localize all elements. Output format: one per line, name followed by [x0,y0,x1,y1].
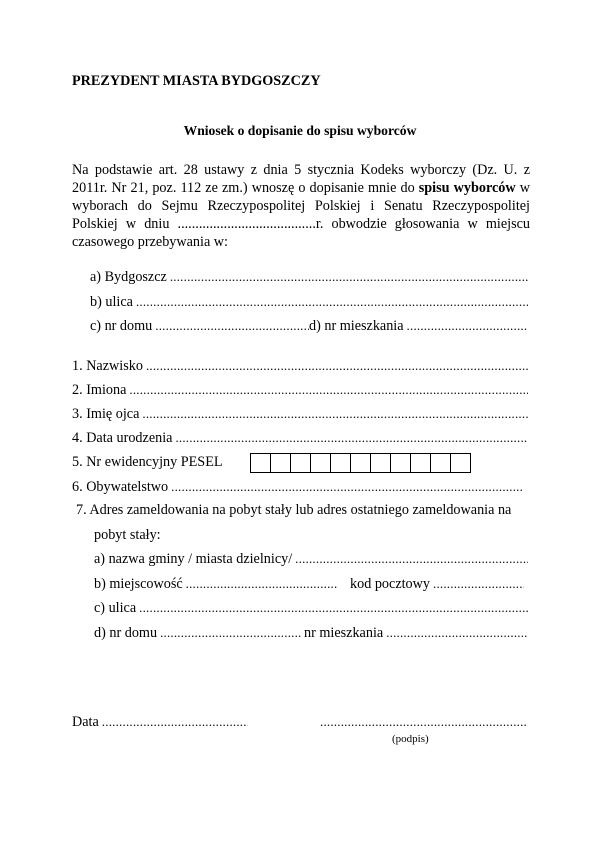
first-names-field[interactable] [72,381,528,399]
signature-field[interactable] [320,713,528,731]
perm-postcode-field[interactable] [350,575,524,593]
perm-house-dots [160,624,302,642]
temp-street-label: b) ulica [90,294,133,310]
first-names-dots [129,381,528,399]
perm-street-label: c) ulica [94,600,137,616]
authority-header: PREZYDENT MIASTA BYDGOSZCZY [72,73,321,89]
temp-flat-dots [407,317,528,335]
pesel-input[interactable] [250,453,471,473]
father-name-dots [142,405,528,423]
permanent-address-heading [76,501,536,519]
permanent-address-heading-cont [94,526,294,544]
form-title: Wniosek o dopisanie do spisu wyborców [183,123,417,138]
birth-date-dots [175,429,528,447]
date-dots [102,713,248,731]
temp-city-field[interactable] [90,268,528,286]
permanent-address-label: 7. Adres zameldowania na pobyt stały lub adres ostatniego zameldowania na [76,502,512,518]
signature-caption: (podpis) [392,733,429,745]
perm-municipality-label: a) nazwa gminy / miasta dzielnicy/ [94,551,293,567]
pesel-digit-box[interactable] [391,454,411,472]
birth-date-label: 4. Data urodzenia [72,430,173,446]
signature-dots [320,713,528,731]
pesel-digit-box[interactable] [251,454,271,472]
father-name-field[interactable] [72,405,528,423]
perm-street-field[interactable] [94,599,528,617]
pesel-digit-box[interactable] [371,454,391,472]
citizenship-field[interactable] [72,478,524,496]
temp-house-label: c) nr domu [90,318,153,334]
pesel-digit-box[interactable] [451,454,471,472]
temp-house-field[interactable] [90,317,309,335]
birth-date-field[interactable] [72,429,528,447]
perm-house-label: d) nr domu [94,625,158,641]
temp-city-dots [170,268,528,286]
perm-locality-field[interactable] [94,575,338,593]
intro-paragraph [72,161,530,251]
temp-house-dots [155,317,309,335]
temp-city-label: a) Bydgoszcz [90,269,167,285]
date-field[interactable] [72,713,248,731]
pesel-digit-box[interactable] [271,454,291,472]
pesel-digit-box[interactable] [351,454,371,472]
perm-street-dots [139,599,528,617]
citizenship-dots [171,478,524,496]
father-name-label: 3. Imię ojca [72,406,140,422]
pesel-digit-box[interactable] [291,454,311,472]
surname-field[interactable] [72,357,528,375]
temp-street-dots [136,293,528,311]
perm-house-field[interactable] [94,624,302,642]
perm-postcode-label: kod pocztowy [350,576,430,592]
first-names-label: 2. Imiona [72,382,127,398]
perm-flat-field[interactable] [304,624,528,642]
intro-bold: spisu wyborców [418,180,516,196]
pesel-row [72,453,252,471]
intro-text-2: w wyborach do Sejmu Rzeczypospolitej Polskiej i Senatu Rzeczypospolitej Polskiej w dniu .......................................r. obwodzie głosowania w miejscu czasowego przebywania w: [72,180,530,250]
pesel-label: 5. Nr ewidencyjny PESEL [72,454,223,470]
citizenship-label: 6. Obywatelstwo [72,479,169,495]
perm-municipality-field[interactable] [94,550,528,568]
temp-flat-field[interactable] [309,317,528,335]
pesel-digit-box[interactable] [431,454,451,472]
temp-street-field[interactable] [90,293,528,311]
perm-municipality-dots [295,550,528,568]
surname-label: 1. Nazwisko [72,358,143,374]
surname-dots [146,357,528,375]
temp-flat-label: d) nr mieszkania [309,318,404,334]
permanent-address-label-cont: pobyt stały: [94,527,161,543]
perm-flat-label: nr mieszkania [304,625,384,641]
pesel-digit-box[interactable] [311,454,331,472]
perm-postcode-dots [433,575,524,593]
perm-locality-label: b) miejscowość [94,576,183,592]
date-label: Data [72,714,99,730]
perm-flat-dots [386,624,528,642]
pesel-digit-box[interactable] [331,454,351,472]
pesel-digit-box[interactable] [411,454,431,472]
intro-text-1: Na podstawie art. 28 ustawy z dnia 5 stycznia Kodeks wyborczy (Dz. U. z 2011r. Nr 21, poz. 112 ze zm.) wnoszę o dopisanie mnie do [72,162,530,196]
perm-locality-dots [186,575,338,593]
